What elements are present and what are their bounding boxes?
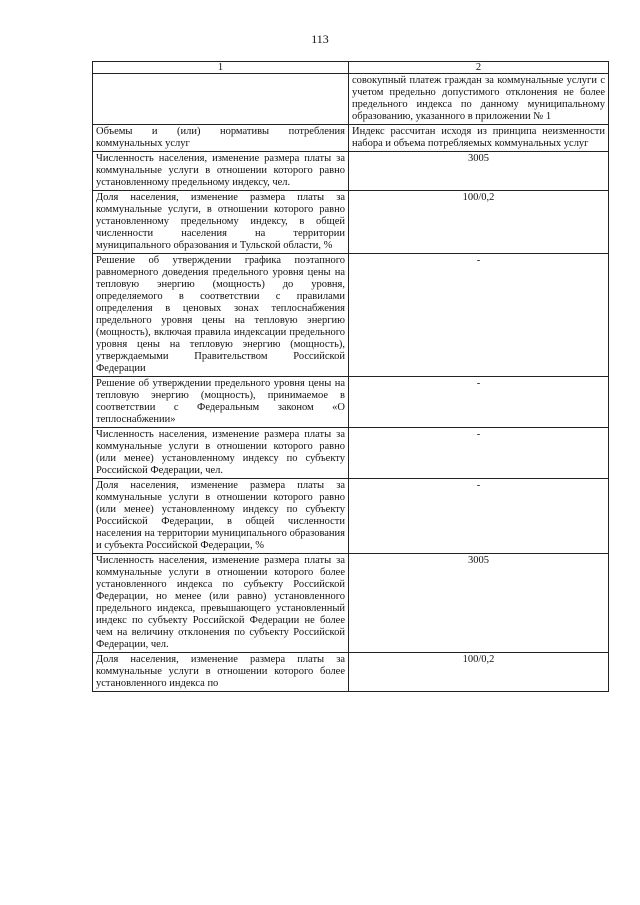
- row-label: Доля населения, изменение размера платы за коммунальные услуги в отношении которого равно (или менее) установленному индексу по субъекту Российской Федерации, в общей численности населения на территории муниципального образования и субъекта Российской Федерации, %: [93, 479, 349, 554]
- row-value: совокупный платеж граждан за коммунальные услуги с учетом предельно допустимого отклонения не более предельного индекса по данному муниципальному образованию, указанного в приложении № 1: [349, 74, 609, 125]
- row-label: Решение об утверждении предельного уровня цены на тепловую энергию (мощность), принимаемое в соответствии с Федеральным законом «О теплоснабжении»: [93, 377, 349, 428]
- row-value: -: [349, 377, 609, 428]
- table-row: [93, 554, 609, 653]
- row-value: -: [349, 254, 609, 377]
- table-row: [93, 191, 609, 254]
- table-row: [93, 74, 609, 125]
- row-label: Объемы и (или) нормативы потребления коммунальных услуг: [93, 125, 349, 152]
- page-number: 113: [311, 32, 329, 46]
- row-value: -: [349, 428, 609, 479]
- table-row: [93, 479, 609, 554]
- table-row: [93, 428, 609, 479]
- column-header-2: 2: [349, 62, 609, 74]
- table-row: [93, 377, 609, 428]
- row-value: 3005: [349, 554, 609, 653]
- row-label: Доля населения, изменение размера платы за коммунальные услуги в отношении которого более установленного индекса по: [93, 653, 349, 692]
- table-row: [93, 653, 609, 692]
- row-value: 100/0,2: [349, 653, 609, 692]
- table-row: [93, 152, 609, 191]
- row-label: Численность населения, изменение размера платы за коммунальные услуги в отношении которого более установленного индекса по субъекту Российской Федерации, но менее (или равно) установленного предельного индекса, превышающего установленный индекс по субъекту Российской Федерации не более чем на величину отклонения по субъекту Российской Федерации, чел.: [93, 554, 349, 653]
- row-label: Численность населения, изменение размера платы за коммунальные услуги в отношении которого равно (или менее) установленному индексу по субъекту Российской Федерации, чел.: [93, 428, 349, 479]
- row-label: Численность населения, изменение размера платы за коммунальные услуги в отношении которого равно установленному предельному индексу, чел.: [93, 152, 349, 191]
- table-header-row: [93, 62, 609, 74]
- row-value: 3005: [349, 152, 609, 191]
- row-value: -: [349, 479, 609, 554]
- table-row: [93, 125, 609, 152]
- row-label: [93, 74, 349, 125]
- row-value: Индекс рассчитан исходя из принципа неизменности набора и объема потребляемых коммунальных услуг: [349, 125, 609, 152]
- column-header-1: 1: [93, 62, 349, 74]
- row-label: Решение об утверждении графика поэтапного равномерного доведения предельного уровня цены на тепловую энергию (мощность) до уровня, определяемого в соответствии с правилами определения в ценовых зонах теплоснабжения предельного уровня цены на тепловую энергию (мощность), включая правила индексации предельного уровня цены на тепловую энергию (мощность), утверждаемыми Правительством Российской Федерации: [93, 254, 349, 377]
- row-label: Доля населения, изменение размера платы за коммунальные услуги, в отношении которого равно установленному предельному индексу, в общей численности населения на территории муниципального образования и Тульской области, %: [93, 191, 349, 254]
- tariff-table: [92, 61, 609, 692]
- table-row: [93, 254, 609, 377]
- row-value: 100/0,2: [349, 191, 609, 254]
